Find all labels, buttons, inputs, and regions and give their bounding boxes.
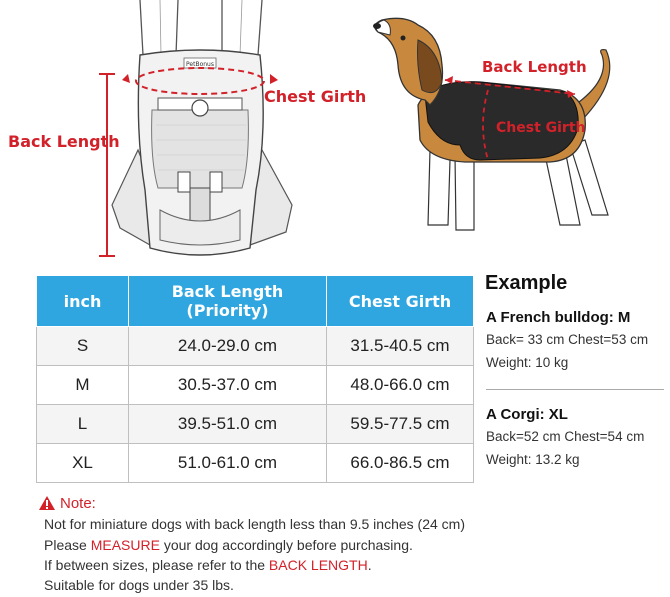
back-length-label-left: Back Length bbox=[8, 132, 120, 151]
back-length-cell: 51.0-61.0 cm bbox=[129, 444, 327, 483]
chest-girth-cell: 48.0-66.0 cm bbox=[327, 366, 474, 405]
header-size: inch bbox=[37, 276, 129, 327]
header-back-length: Back Length (Priority) bbox=[129, 276, 327, 327]
note-line-3-text: If between sizes, please refer to the bbox=[44, 557, 269, 573]
example-divider bbox=[486, 389, 664, 390]
note-line-4: Suitable for dogs under 35 lbs. bbox=[44, 577, 234, 593]
note-title: Note: bbox=[60, 495, 96, 512]
chest-girth-cell: 66.0-86.5 cm bbox=[327, 444, 474, 483]
note-line-2 bbox=[44, 537, 413, 553]
table-row bbox=[37, 444, 474, 483]
header-chest-girth: Chest Girth bbox=[327, 276, 474, 327]
carrier-brand-label: PetBonus bbox=[186, 61, 214, 68]
size-chart-table bbox=[36, 275, 474, 483]
note-line-1: Not for miniature dogs with back length less than 9.5 inches (24 cm) bbox=[44, 516, 465, 532]
table-row bbox=[37, 405, 474, 444]
chest-girth-label-left: Chest Girth bbox=[264, 87, 367, 106]
back-length-cell: 24.0-29.0 cm bbox=[129, 327, 327, 366]
size-cell: S bbox=[37, 327, 129, 366]
example-2-weight: Weight: 13.2 kg bbox=[486, 452, 580, 467]
note-line-2-text: Please bbox=[44, 537, 91, 553]
table-row bbox=[37, 327, 474, 366]
back-length-cell: 30.5-37.0 cm bbox=[129, 366, 327, 405]
note-highlight-measure: MEASURE bbox=[90, 537, 160, 553]
warning-icon bbox=[38, 495, 56, 511]
note-line-2-text-end: your dog accordingly before purchasing. bbox=[159, 537, 413, 553]
size-cell: XL bbox=[37, 444, 129, 483]
chest-girth-cell: 31.5-40.5 cm bbox=[327, 327, 474, 366]
example-2-measure: Back=52 cm Chest=54 cm bbox=[486, 429, 645, 444]
back-length-label-dog: Back Length bbox=[482, 58, 587, 76]
example-1-weight: Weight: 10 kg bbox=[486, 355, 569, 370]
table-row bbox=[37, 366, 474, 405]
table-header-row bbox=[37, 276, 474, 327]
example-2-heading: A Corgi: XL bbox=[486, 406, 568, 423]
note-line-3 bbox=[44, 557, 372, 573]
note-line-3-text-end: . bbox=[367, 557, 372, 573]
chest-girth-cell: 59.5-77.5 cm bbox=[327, 405, 474, 444]
size-cell: L bbox=[37, 405, 129, 444]
example-title: Example bbox=[485, 272, 568, 294]
note-highlight-back-length: BACK LENGTH bbox=[268, 557, 368, 573]
example-1-measure: Back= 33 cm Chest=53 cm bbox=[486, 332, 649, 347]
size-cell: M bbox=[37, 366, 129, 405]
chest-girth-label-dog: Chest Girth bbox=[496, 120, 586, 136]
example-1-heading: A French bulldog: M bbox=[486, 309, 631, 326]
back-length-cell: 39.5-51.0 cm bbox=[129, 405, 327, 444]
